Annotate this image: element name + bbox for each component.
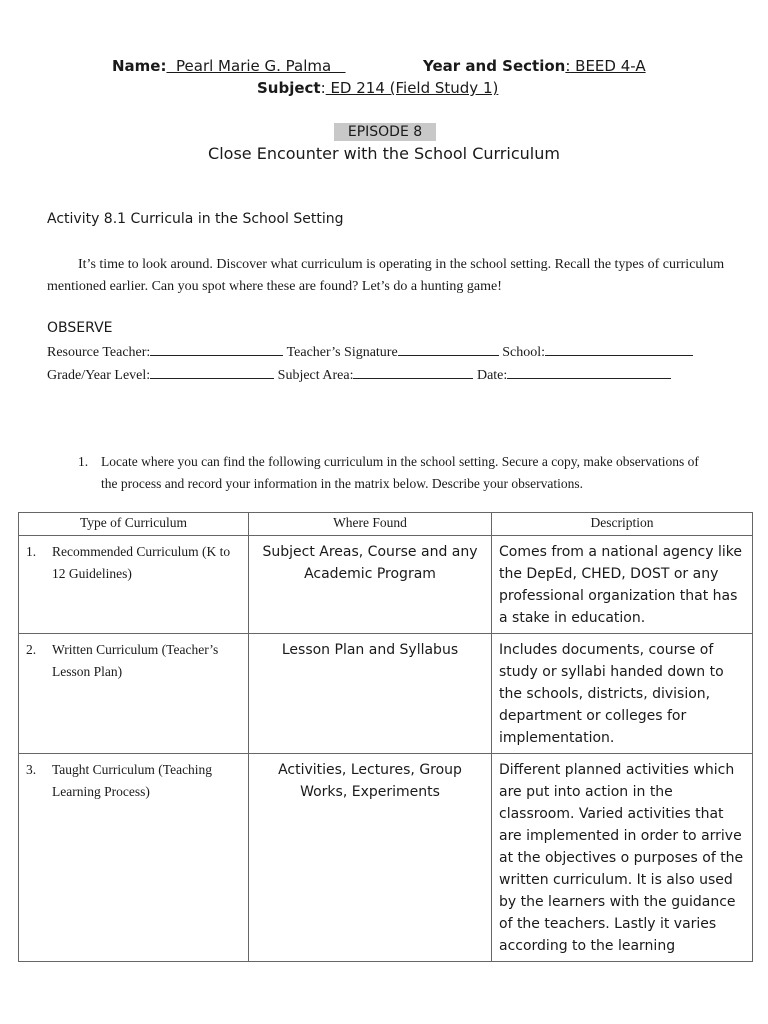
- instruction-number: 1.: [78, 454, 89, 469]
- name-value: Pearl Marie G. Palma: [166, 57, 346, 75]
- subject-colon: :: [320, 79, 326, 97]
- school-blank: [545, 343, 693, 356]
- table-row: [19, 536, 753, 634]
- header-type: Type of Curriculum: [19, 513, 249, 536]
- document-title: Close Encounter with the School Curriculum: [208, 144, 560, 163]
- header-description: Description: [492, 513, 753, 536]
- date-label: Date:: [476, 368, 508, 383]
- activity-heading: Activity 8.1 Curricula in the School Setting: [47, 211, 344, 227]
- subject-label: Subject: [257, 79, 321, 97]
- subject-area-blank: [353, 366, 473, 379]
- subject-value: ED 214 (Field Study 1): [325, 79, 499, 97]
- table-row: [19, 634, 753, 754]
- grade-level-blank: [150, 366, 274, 379]
- teacher-signature-label: Teacher’s Signature: [286, 345, 398, 360]
- row-type: Written Curriculum (Teacher’s Lesson Plan): [52, 642, 219, 679]
- row-number: 2.: [26, 642, 37, 657]
- subject-area-label: Subject Area:: [277, 368, 354, 383]
- type-cell: [19, 536, 249, 634]
- table-header-row: [19, 513, 753, 536]
- curriculum-matrix: [18, 512, 753, 962]
- school-label: School:: [502, 345, 545, 360]
- description-cell: Comes from a national agency like the DepEd, CHED, DOST or any professional organization that has a stake in education.: [492, 536, 753, 634]
- year-section-colon: :: [565, 57, 571, 75]
- subject-field: [257, 79, 498, 97]
- header-where-found: Where Found: [249, 513, 492, 536]
- resource-teacher-blank: [150, 343, 283, 356]
- type-cell: [19, 754, 249, 962]
- where-found-cell: Lesson Plan and Syllabus: [249, 634, 492, 754]
- teacher-signature-blank: [398, 343, 499, 356]
- year-section-field: [423, 57, 646, 75]
- intro-paragraph: [47, 254, 727, 298]
- date-blank: [507, 366, 671, 379]
- observe-heading: OBSERVE: [47, 320, 113, 336]
- name-field: [112, 57, 346, 75]
- where-found-cell: Subject Areas, Course and any Academic Program: [249, 536, 492, 634]
- intro-text: It’s time to look around. Discover what curriculum is operating in the school setting. Recall the types of curriculum mentioned earlier. Can you spot where these are found? Let’s do a hunting game!: [47, 257, 725, 294]
- year-section-label: Year and Section: [423, 57, 566, 75]
- resource-teacher-label: Resource Teacher:: [47, 345, 151, 360]
- table-row: [19, 754, 753, 962]
- row-number: 1.: [26, 544, 37, 559]
- description-cell: [492, 754, 753, 962]
- where-found-cell: Activities, Lectures, Group Works, Experiments: [249, 754, 492, 962]
- episode-badge: EPISODE 8: [334, 123, 436, 141]
- observe-row-1: [47, 343, 693, 361]
- instruction-item: [78, 451, 718, 495]
- instruction-text: Locate where you can find the following curriculum in the school setting. Secure a copy, make observations of the process and record your information in the matrix below. Describe your observations.: [101, 454, 699, 491]
- name-label: Name:: [112, 57, 167, 75]
- grade-level-label: Grade/Year Level:: [47, 368, 151, 383]
- row-number: 3.: [26, 762, 37, 777]
- type-cell: [19, 634, 249, 754]
- description-text: Different planned activities which are put into action in the classroom. Varied activities that are implemented in order to arrive at the objectives o purposes of the written curriculum. It is also used by the learners with the guidance of the teachers. Lastly it varies according to the learning: [499, 762, 744, 954]
- observe-row-2: [47, 366, 671, 384]
- description-cell: Includes documents, course of study or syllabi handed down to the schools, districts, division, department or colleges for implementation.: [492, 634, 753, 754]
- row-type: Recommended Curriculum (K to 12 Guidelines): [52, 544, 231, 581]
- year-section-value: BEED 4-A: [570, 57, 646, 75]
- row-type: Taught Curriculum (Teaching Learning Process): [52, 762, 213, 799]
